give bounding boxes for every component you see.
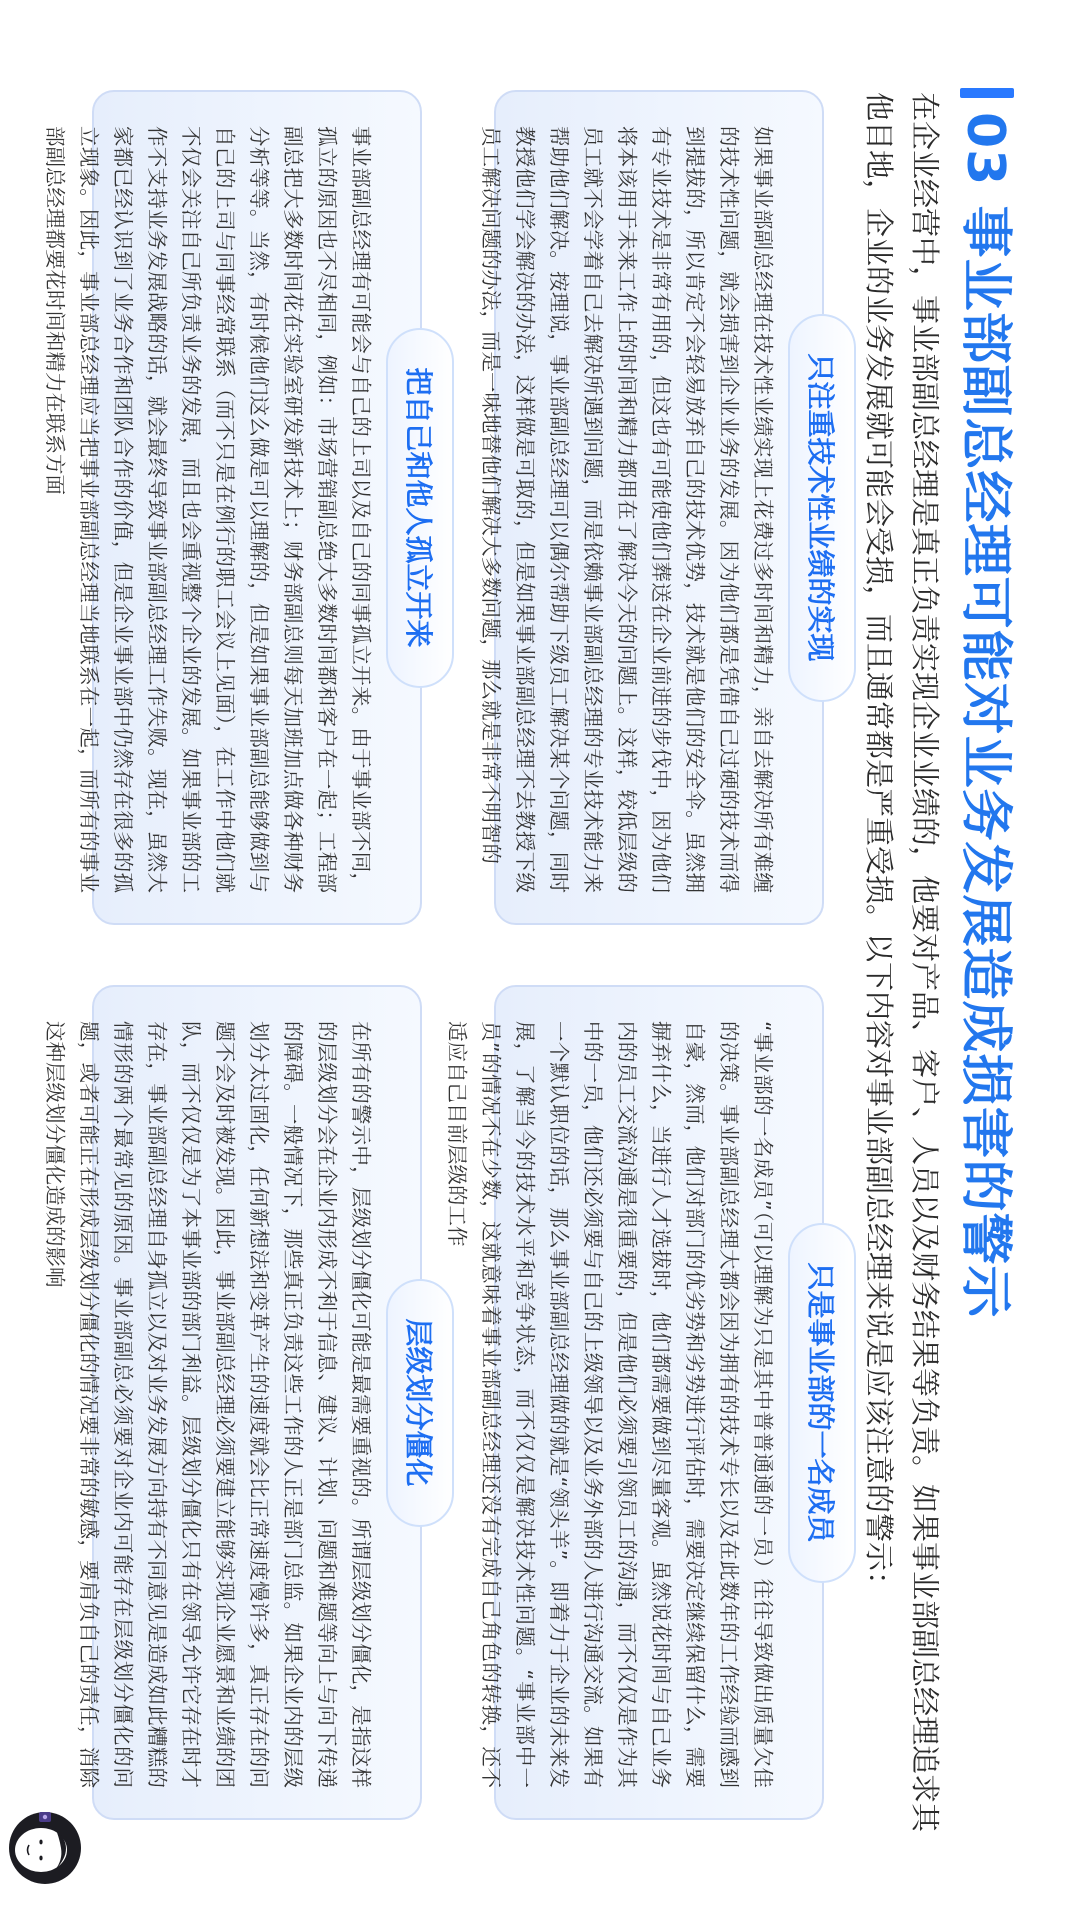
title-accent-bar bbox=[960, 88, 1014, 98]
card-body: “事业部的一名成员”（可以理解为只是其中普普通通的一员）往往导致做出质量欠佳的决策。事业部副总经理大都会因为拥有的技术专长以及在此数年的工作经验而感到自豪，然而，他们对部门的优劣势和劣势进行评估时，需要决定继续保留什么，需要摒弃什么，当进行人才选拔时，他们都需要做到尽量客观。虽然说花时间与自己业务内的员工交流沟通是很重要的，但是他们必须要引领员工的沟通，而不仅仅是作为其中的一员，他们还必须要与自己的上级领导以及业务外部的人进行沟通交流。如果有一个默认职位的话，那么事业部副总经理做的就是“领头羊”。即着力于企业的未来发展，了解当今的技术水平和竞争状态，而不仅仅是解决技术性问题。“事业部中一员”的情况不在少数，这就意味着事业部副总经理还没有完成自己角色的转换，还不适应自己目前层级的工作 bbox=[445, 1021, 775, 1788]
page-title: 03 事业部副总经理可能对业务发展造成损害的警示 bbox=[955, 112, 1015, 1319]
card-body: 在所有的警示中，层级划分僵化可能是最需要重视的。所谓层级划分僵化，是指这样的层级划分会在企业内形成不利于信息、建议、计划、问题和难题等向上与向下传递的障碍。一般情况下，那些真正负责这些工作的人正是部门总监。如果企业内的层级划分太过固化，任何新想法和变革产生的速度就会比正常速度慢许多，真正存在的问题不会及时被发现。因此，事业部副总经理必须要建立能够实现企业愿景和业绩的团队，而不仅仅是为了本事业部的部门利益。层级划分僵化只有在领导允许它存在时才存在，事业部副总经理自身孤立以及对业务发展方向持有不同意见是造成如此糟糕的情形的两个最常见的原因。事业部副总必须要对企业内可能存在层级划分僵化的问题，或者可能正在形成层级划分僵化的情况要非常的敏感，要肩负自己的责任，消除这种层级划分僵化造成的影响 bbox=[43, 1021, 373, 1788]
intro-paragraph: 在企业经营中，事业部副总经理是真正负责实现企业业绩的，他要对产品、客户、人员以及财务结果等负责。如果事业部副总经理追求其他目地，企业的业务发展就可能会受损，而且通常都是严重受损。以下内容对事业部副总经理来说是应该注意的警示： bbox=[862, 92, 942, 1833]
card-title: 只是事业部的一名成员 bbox=[788, 1222, 856, 1582]
cartoon-girl-avatar-icon bbox=[7, 1808, 85, 1886]
card-body: 事业部副总经理有可能会与自己的上司以及自己的同事孤立开来。由于事业部不同，孤立的原因也不尽相同，例如：市场营销副总绝大多数时间都和客户在一起；工程部副总把大多数时间花在实验室研发新技术上；财务部副总则每天加班加点做各种财务分析等等。当然，有时候他们这么做是可以理解的，但是如果事业部副总能够做到与自己的上司与同事经常联系（而不只是在例行的职工会议上见面），在工作中他们就不仅会关注自己所负责业务的发展，而且也会重视整个企业的发展。如果事业部的工作不支持业务发展战略的话，就会最终导致事业部副总经理工作失败。现在，虽然大家都已经认识到了业务合作和团队合作的价值，但是企业事业部中仍然存在很多的孤立现象。因此，事业部总经理应当把事业部副总经理当地联系在一起，而所有的事业部副总经理都要花时间和精力在联系方面 bbox=[43, 126, 373, 893]
warning-card-isolation bbox=[43, 90, 435, 925]
warning-card-rigid-hierarchy bbox=[43, 985, 435, 1820]
card-title: 只注重技术性业绩的实现 bbox=[788, 313, 856, 701]
card-title: 层级划分僵化 bbox=[386, 1278, 454, 1526]
card-body: 如果事业部副总经理在技术性业绩实现上花费过多时间和精力，亲自去解决所有难缠的技术性问题，就会损害到企业业务的发展。因为他们都是凭借自己过硬的技术而得到提拔的，所以肯定不会轻易放弃自己的技术优势，技术就是他们的安全伞。虽然拥有专业技术是非常有用的，但这也有可能使他们葬送在企业前进的步伐中，因为他们将本该用于未来工作上的时间和精力都用在了解决今天的问题上。这样，较低层级的员工就不会学着自己去解决所遇到问题，而是依赖事业部副总经理的专业技术能力来帮助他们解决。按理说，事业部副总经理可以偶尔帮助下级员工解决某个问题，同时教授他们学会解决的办法，这样做是可取的，但是如果事业部副总经理不去教授下级员工解决问题的办法，而是一味地替他们解决大多数问题，那么就是非常不明智的 bbox=[479, 126, 775, 893]
warning-card-technical-focus bbox=[479, 90, 837, 925]
warning-card-team-member bbox=[445, 985, 837, 1820]
card-title: 把自己和他人孤立开来 bbox=[386, 327, 454, 687]
